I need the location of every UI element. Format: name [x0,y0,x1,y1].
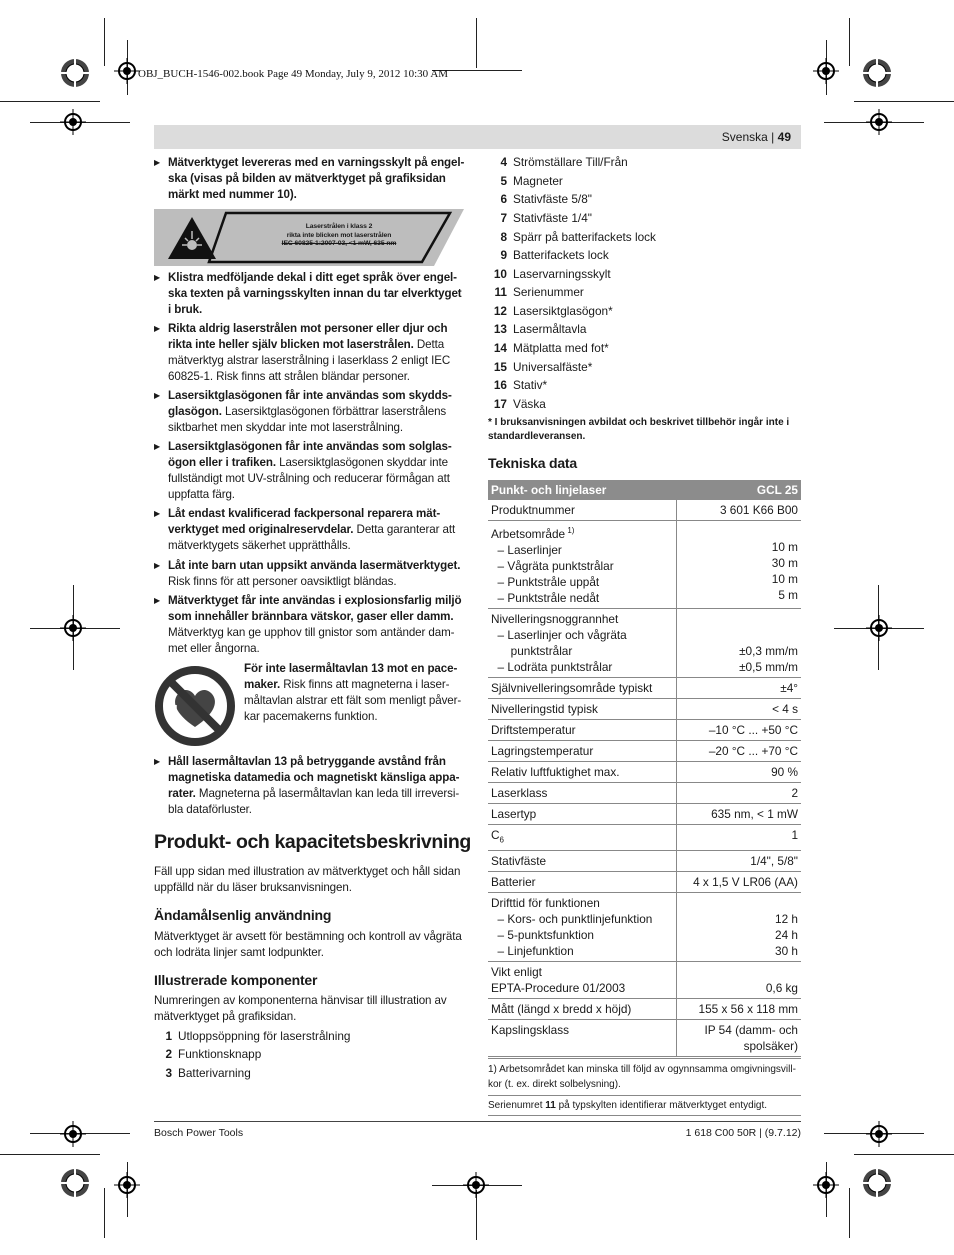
safety-bullet [154,155,466,203]
tech-spec-table [488,480,801,1057]
safety-bullet [154,506,466,554]
spec-value: 0,6 kg [676,962,801,999]
pacemaker-bold-text: För inte lasermåltavlan 13 mot en pace-maker. [244,662,458,691]
table-row [488,761,801,782]
components-footnote: * I bruksanvisningen avbildat och beskrivet tillbehör ingår inte i standardleveransen. [488,417,790,442]
spec-label: Laserklass [488,782,676,803]
spec-label: Nivelleringsnoggrannhet – Laserlinjer och vågräta punktstrålar – Lodräta punktstrålar [488,608,676,677]
bullet-bold-text: Lasersiktglasögonen får inte användas som solglas-ögon eller i trafiken. [168,440,452,469]
table-row [488,851,801,872]
table-row [488,677,801,698]
spec-label: Relativ luftfuktighet max. [488,761,676,782]
subsection-heading: Tekniska data [488,455,577,471]
bullet-text: Lasersiktglasögonen skyddar inte fullständigt mot UV-strålning och reducerar förmågan att uppfatta färg. [168,456,450,501]
components-intro: Numreringen av komponenterna hänvisar till illustration av mätverktyget på grafiksidan. [154,994,447,1023]
footer-rule [154,1121,801,1122]
page-header [154,125,801,149]
footnote-number: 11 [545,1100,556,1111]
table-row [488,824,801,850]
bullet-bold-text: Mätverktyget får inte användas i explosionsfarlig miljö som innehåller brännbara vätskor, gaser eller damm. [168,594,462,623]
safety-bullet [154,439,466,503]
pacemaker-text: Risk finns att magneterna i laser-måltavlan alstrar ett fält som menligt påver-kar pacemakerns funktion. [244,678,462,723]
subsection-heading: Ändamålsenlig användning [154,907,332,923]
registration-cross-icon [60,1121,86,1147]
spec-value: 12 h 24 h 30 h [676,893,801,962]
bullet-text: Risk finns för att personer oavsiktligt bländas. [168,575,397,588]
spec-value: 1/4", 5/8" [676,851,801,872]
safety-bullet [154,754,466,818]
spec-label: Lasertyp [488,803,676,824]
spec-value: IP 54 (damm- och spolsäker) [676,1020,801,1057]
footnote-text: Serienumret [488,1100,546,1111]
registration-target-icon [862,1168,892,1198]
table-footnotes [488,1058,801,1116]
spec-label: Lagringstemperatur [488,740,676,761]
safety-bullet [154,321,466,385]
table-row [488,782,801,803]
table-footnote: 1) Arbetsområdet kan minska till följd av ogynnsamma omgivningsvill-kor (t. ex. direkt solbelysning). [488,1058,801,1092]
footer-doc-number: 1 618 C00 50R | (9.7.12) [685,1127,801,1139]
table-row [488,1020,801,1057]
bullet-bold-text: Låt endast kvalificerad fackpersonal reparera mät-verktyget med originalreservdelar. [168,507,441,536]
spec-value: 1 [676,824,801,850]
table-row [488,872,801,893]
bullet-bold-text: Rikta aldrig laserstrålen mot personer eller djur och rikta inte heller själv blicken mot laserstrålen. [168,322,448,351]
book-info-line: OBJ_BUCH-1546-002.book Page 49 Monday, July 9, 2012 10:30 AM [138,68,449,80]
registration-cross-icon [60,109,86,135]
registration-target-icon [60,58,90,88]
spec-label: Vikt enligt EPTA-Procedure 01/2003 [488,962,676,999]
table-row [488,521,801,609]
registration-cross-icon [114,1172,140,1198]
registration-cross-icon [866,1121,892,1147]
table-header-row [488,480,801,500]
registration-target-icon [60,1168,90,1198]
warning-label-line: IEC 60825-1:2007-03, <1 mW, 635 nm [281,240,397,247]
warning-label-line: rikta inte blicken mot laserstrålen [286,231,392,239]
registration-cross-icon [114,58,140,84]
spec-value: –20 °C ... +70 °C [676,740,801,761]
safety-bullet [154,558,466,590]
spec-label: Mått (längd x bredd x höjd) [488,999,676,1020]
pacemaker-warning [244,661,466,725]
spec-value: 3 601 K66 B00 [676,500,801,521]
subsection-heading: Illustrerade komponenter [154,972,318,988]
bullet-text: Detta garanterar att mätverktygets säkerhet upprätthålls. [168,523,456,552]
registration-cross-icon [463,1172,489,1198]
spec-label: Kapslingsklass [488,1020,676,1057]
spec-value: < 4 s [676,698,801,719]
table-row [488,608,801,677]
table-header-label: Punkt- och linjelaser [488,480,676,500]
spec-label: Driftstemperatur [488,719,676,740]
spec-value: ±4° [676,677,801,698]
bullet-text: Magneterna på lasermåltavlan kan leda till irreversi-bla dataförluster. [168,787,460,816]
spec-value: 10 m 30 m 10 m 5 m [676,521,801,609]
safety-bullet [154,593,466,657]
page-number: 49 [777,130,791,144]
warning-label-line: Laserstrålen i klass 2 [305,223,373,230]
product-intro: Fäll upp sidan med illustration av mätverktyget och håll sidan uppfälld när du läser bruksanvisningen. [154,865,461,894]
table-row [488,698,801,719]
registration-cross-icon [813,1172,839,1198]
registration-cross-icon [813,58,839,84]
bullet-text: Lasersiktglasögonen förbättrar laserstrålens siktbarhet men skyddar inte mot laserstrålning. [168,405,447,434]
safety-bullet [154,388,466,436]
language-label: Svenska [721,130,768,144]
bullet-bold-text: Håll lasermåltavlan 13 på betryggande avstånd från magnetiska datamedia och magnetiskt känsliga appa-rater. [168,755,460,800]
registration-cross-icon [60,615,86,641]
spec-value: –10 °C ... +50 °C [676,719,801,740]
spec-label: Produktnummer [488,500,676,521]
spec-label: Stativfäste [488,851,676,872]
bullet-text: Mätverktyg kan ge upphov till gnistor som antänder dam-met eller ångorna. [168,626,455,655]
registration-cross-icon [866,615,892,641]
spec-value: 635 nm, < 1 mW [676,803,801,824]
spec-value: 90 % [676,761,801,782]
spec-value: 2 [676,782,801,803]
table-row [488,719,801,740]
spec-label: Nivelleringstid typisk [488,698,676,719]
table-row [488,740,801,761]
spec-label: Självnivelleringsområde typiskt [488,677,676,698]
header-language [722,130,791,144]
section-heading: Produkt- och kapacitetsbeskrivning [154,831,471,853]
intended-use-text: Mätverktyget är avsett för bestämning och kontroll av vågräta och lodräta linjer samt lodpunkter. [154,930,462,959]
bullet-bold-text: Mätverktyget levereras med en varningsskylt på engel-ska (visas på bilden av mätverktyget på grafiksidan märkt med nummer 10). [168,156,465,201]
registration-target-icon [862,58,892,88]
bullet-bold-text: Lasersiktglasögonen får inte användas som skydds-glasögon. [168,389,452,418]
warning-label-text [244,223,434,249]
spec-value: 4 x 1,5 V LR06 (AA) [676,872,801,893]
bullet-text: Detta mätverktyg alstrar laserstrålning i laserklass 2 enligt IEC 60825-1. Risk finns att strålen bländar personer. [168,338,451,383]
table-row [488,962,801,999]
table-row [488,893,801,962]
spec-value: 155 x 56 x 118 mm [676,999,801,1020]
spec-value: ±0,3 mm/m ±0,5 mm/m [676,608,801,677]
registration-cross-icon [866,109,892,135]
spec-label: Arbetsområde $^{1)}$ – Laserlinjer – Vågräta punktstrålar – Punktstråle uppåt – Punktstråle nedåt [488,521,676,609]
footnote-text: på typskylten identifierar mätverktyget entydigt. [555,1100,768,1111]
footer-brand: Bosch Power Tools [154,1127,244,1139]
bullet-bold-text: Klistra medföljande dekal i ditt eget språk över engel-ska texten på varningsskylten innan du tar elverktyget i bruk. [168,271,462,316]
table-footnote [488,1095,801,1116]
spec-label: $C_6$ [488,824,676,850]
table-header-value: GCL 25 [676,480,801,500]
header-separator: | [771,130,775,144]
safety-bullet [154,270,466,318]
spec-label: Batterier [488,872,676,893]
table-row [488,500,801,521]
bullet-bold-text: Låt inte barn utan uppsikt använda lasermätverktyget. [168,559,461,572]
spec-label: Drifttid för funktionen – Kors- och punktlinjefunktion – 5-punktsfunktion – Linjefunktion [488,893,676,962]
no-pacemaker-icon [154,665,236,747]
table-row [488,999,801,1020]
table-row [488,803,801,824]
